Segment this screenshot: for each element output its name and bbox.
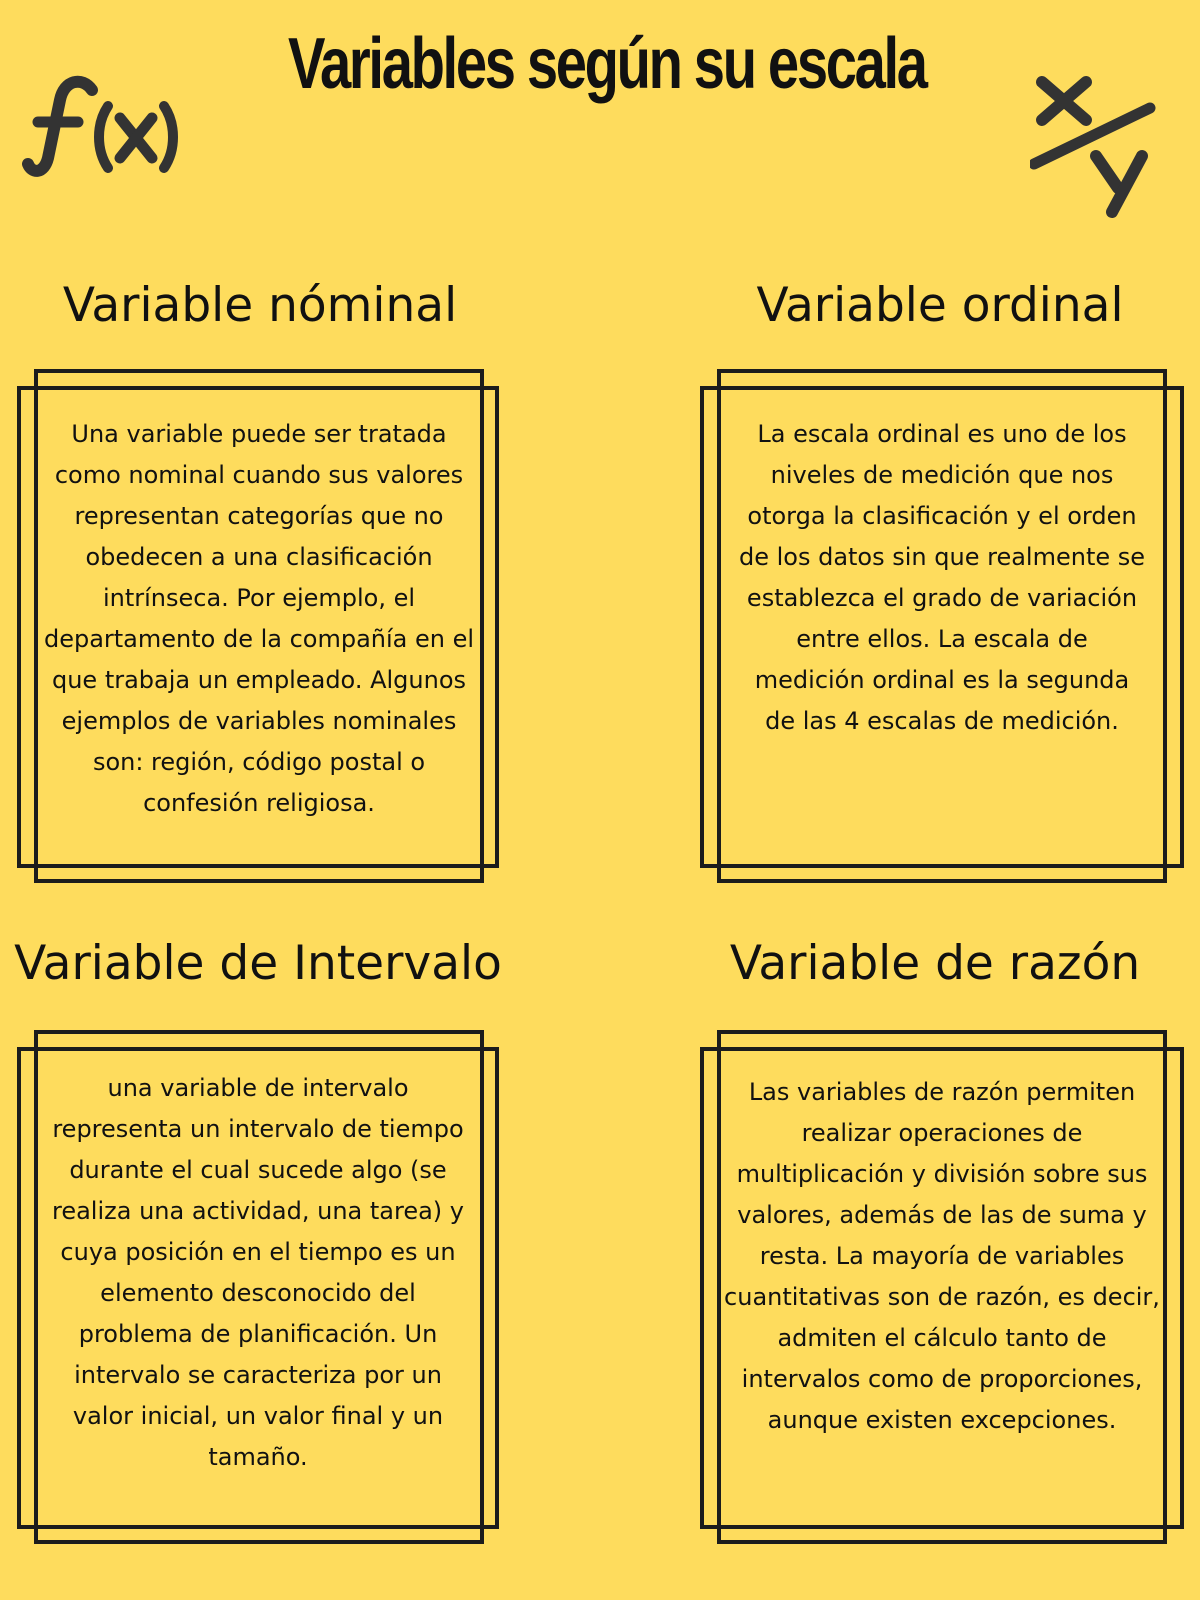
section-title-razon: Variable de razón bbox=[729, 936, 1141, 991]
section-text-nominal: Una variable puede ser tratada como nominal cuando sus valores representan categorías que no obedecen a una clasificación intrínseca. Por ejemplo, el departamento de la compañía en el que trabaja un empleado. Algunos ejemplos de variables nominales son: región, código postal o confesión religiosa. bbox=[43, 420, 475, 817]
function-fx-icon bbox=[20, 70, 190, 185]
x-over-y-fraction-icon bbox=[1030, 72, 1165, 232]
page-title: Variables según su escala bbox=[288, 24, 926, 104]
section-text-ordinal: La escala ordinal es uno de los niveles de medición que nos otorga la clasificación y el orden de los datos sin que realmente se establezca el grado de variación entre ellos. La escala de medición ordinal es la segunda de las 4 escalas de medición. bbox=[738, 420, 1146, 735]
section-title-intervalo: Variable de Intervalo bbox=[14, 936, 502, 991]
section-title-nominal: Variable nóminal bbox=[62, 278, 458, 333]
section-text-intervalo: una variable de intervalo representa un intervalo de tiempo durante el cual sucede algo (se realiza una actividad, una tarea) y cuya posición en el tiempo es un elemento desconocido del problema de planificación. Un intervalo se caracteriza por un valor inicial, un valor final y un tamaño. bbox=[51, 1074, 464, 1471]
section-title-ordinal: Variable ordinal bbox=[756, 278, 1124, 333]
section-text-razon: Las variables de razón permiten realizar operaciones de multiplicación y división sobre sus valores, además de las de suma y resta. La mayoría de variables cuantitativas son de razón, es decir, admiten el cálculo tanto de intervalos como de proporciones, aunque existen excepciones. bbox=[724, 1078, 1160, 1434]
